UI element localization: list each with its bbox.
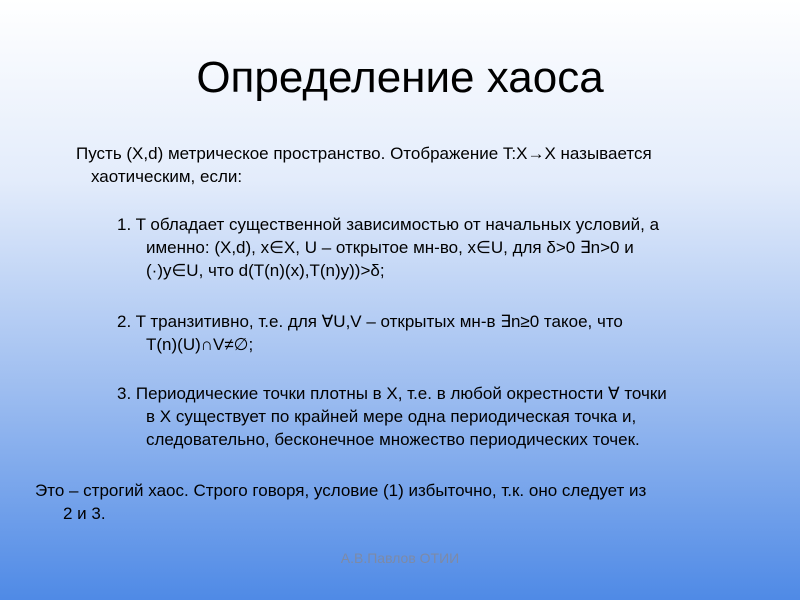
condition-2-line-1: 2. T транзитивно, т.е. для ∀U,V – открытых мн-в ∃n≥0 такое, что	[117, 312, 623, 331]
conclusion-line-1: Это – строгий хаос. Строго говоря, условие (1) избыточно, т.к. оно следует из	[35, 481, 647, 500]
condition-3-line-1: 3. Периодические точки плотны в X, т.е. в любой окрестности ∀ точки	[117, 384, 667, 403]
condition-3-line-2: в X существует по крайней мере одна периодическая точка и,	[146, 407, 637, 426]
condition-2-line-2: T(n)(U)∩V≠∅;	[146, 335, 254, 354]
conclusion-line-2: 2 и 3.	[63, 504, 106, 523]
condition-3-line-3: следовательно, бесконечное множество периодических точек.	[146, 430, 640, 449]
condition-1-line-3: (·)y∈U, что d(T(n)(x),T(n)y))>δ;	[146, 261, 385, 280]
condition-1-line-1: 1. T обладает существенной зависимостью от начальных условий, а	[117, 215, 660, 234]
intro-line-1: Пусть (X,d) метрическое пространство. Отображение T:X→X называется	[76, 144, 652, 163]
intro-line-2: хаотическим, если:	[91, 167, 243, 186]
slide-footer: А.В.Павлов ОТИИ	[340, 550, 460, 566]
condition-1-line-2: именно: (X,d), x∈X, U – открытое мн-во, x∈U, для δ>0 ∃n>0 и	[146, 238, 634, 257]
slide-title: Определение хаоса	[196, 53, 604, 102]
